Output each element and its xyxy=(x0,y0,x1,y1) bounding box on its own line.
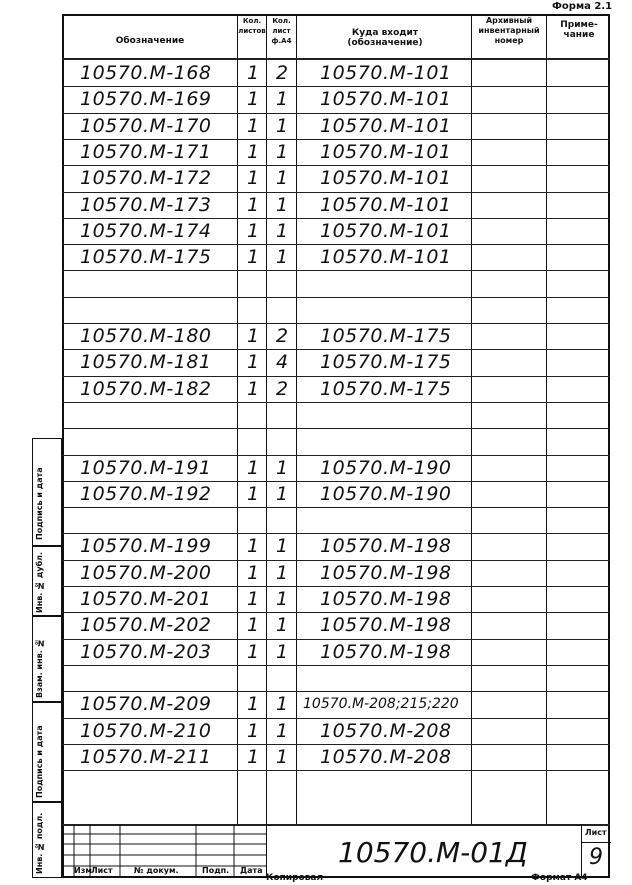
row-rule xyxy=(62,270,610,271)
row-designation: 10570.М-199 xyxy=(80,535,212,558)
row-designation: 10570.М-173 xyxy=(80,193,212,216)
header-rule xyxy=(62,58,610,60)
col-divider xyxy=(471,14,472,824)
row-designation: 10570.М-202 xyxy=(80,614,212,637)
row-where-used: 10570.М-101 xyxy=(320,219,452,242)
row-sheet-count-a4: 2 xyxy=(276,377,289,400)
side-label-inv-orig: Инв. № подл. xyxy=(35,812,44,874)
tb-col-sheet: Лист xyxy=(91,866,113,875)
row-sheet-count: 1 xyxy=(247,482,260,505)
row-sheet-count: 1 xyxy=(247,745,260,768)
row-sheet-count: 1 xyxy=(247,140,260,163)
row-where-used: 10570.М-198 xyxy=(320,535,452,558)
col-divider xyxy=(296,14,297,824)
row-rule xyxy=(62,244,610,245)
row-sheet-count-a4: 1 xyxy=(276,88,289,111)
sheet-box-rule xyxy=(582,842,611,843)
row-rule xyxy=(62,770,610,771)
row-designation: 10570.М-181 xyxy=(80,351,212,374)
row-where-used: 10570.М-208 xyxy=(320,745,452,768)
row-designation: 10570.М-210 xyxy=(80,719,212,742)
row-sheet-count: 1 xyxy=(247,640,260,663)
row-designation: 10570.М-200 xyxy=(80,561,212,584)
row-rule xyxy=(62,218,610,219)
row-sheet-count-a4: 1 xyxy=(276,482,289,505)
row-designation: 10570.М-191 xyxy=(80,456,212,479)
row-rule xyxy=(62,323,610,324)
copied-label: Копировал xyxy=(266,873,324,883)
side-label-replace-inv: Взам. инв. № xyxy=(35,638,44,698)
row-sheet-count: 1 xyxy=(247,377,260,400)
row-sheet-count-a4: 1 xyxy=(276,219,289,242)
row-rule xyxy=(62,192,610,193)
row-rule xyxy=(62,612,610,613)
row-sheet-count-a4: 1 xyxy=(276,745,289,768)
row-rule xyxy=(62,691,610,692)
row-rule xyxy=(62,455,610,456)
row-rule xyxy=(62,744,610,745)
row-sheet-count-a4: 1 xyxy=(276,693,289,716)
row-designation: 10570.М-172 xyxy=(80,167,212,190)
row-sheet-count-a4: 1 xyxy=(276,246,289,269)
row-rule xyxy=(62,376,610,377)
row-sheet-count-a4: 1 xyxy=(276,140,289,163)
row-sheet-count-a4: 1 xyxy=(276,561,289,584)
row-where-used: 10570.М-175 xyxy=(320,325,452,347)
row-where-used: 10570.М-190 xyxy=(320,456,452,479)
col-divider xyxy=(546,14,547,824)
title-block-right-divider xyxy=(266,824,267,878)
row-sheet-count: 1 xyxy=(247,219,260,242)
header-where-used: Куда входит (обозначение) xyxy=(347,28,423,48)
row-sheet-count: 1 xyxy=(247,561,260,584)
row-rule xyxy=(62,113,610,114)
header-designation: Обозначение xyxy=(115,36,185,46)
row-rule xyxy=(62,718,610,719)
row-designation: 10570.М-170 xyxy=(80,114,212,137)
row-where-used: 10570.М-101 xyxy=(320,246,452,269)
row-where-used: 10570.М-101 xyxy=(320,62,452,84)
row-designation: 10570.М-171 xyxy=(80,140,212,163)
header-sheet-count: Кол. листов xyxy=(238,17,266,35)
row-where-used: 10570.М-101 xyxy=(320,193,452,216)
row-sheet-count-a4: 1 xyxy=(276,640,289,663)
document-code: 10570.М-01Д xyxy=(338,836,528,869)
row-where-used: 10570.М-198 xyxy=(320,588,452,610)
row-sheet-count-a4: 4 xyxy=(276,351,289,374)
row-rule xyxy=(62,639,610,640)
tb-col-date: Дата xyxy=(240,866,263,875)
row-sheet-count: 1 xyxy=(247,693,260,716)
row-where-used: 10570.М-101 xyxy=(320,167,452,190)
row-designation: 10570.М-168 xyxy=(80,62,212,84)
row-sheet-count: 1 xyxy=(247,246,260,269)
row-sheet-count-a4: 1 xyxy=(276,614,289,637)
row-rule xyxy=(62,586,610,587)
row-where-used: 10570.М-175 xyxy=(320,377,452,400)
row-sheet-count: 1 xyxy=(247,614,260,637)
row-sheet-count-a4: 1 xyxy=(276,456,289,479)
row-designation: 10570.М-201 xyxy=(80,588,212,610)
row-sheet-count-a4: 2 xyxy=(276,325,289,347)
row-rule xyxy=(62,481,610,482)
side-label-inv-dup: Инв. № дубл. xyxy=(35,551,44,613)
row-sheet-count: 1 xyxy=(247,88,260,111)
tb-col-doc: № докум. xyxy=(134,866,179,875)
row-where-used: 10570.М-198 xyxy=(320,561,452,584)
row-sheet-count-a4: 1 xyxy=(276,588,289,610)
row-designation: 10570.М-192 xyxy=(80,482,212,505)
row-sheet-count: 1 xyxy=(247,62,260,84)
row-where-used: 10570.М-101 xyxy=(320,88,452,111)
row-designation: 10570.М-175 xyxy=(80,246,212,269)
row-rule xyxy=(62,349,610,350)
col-divider xyxy=(266,14,267,824)
row-where-used: 10570.М-208 xyxy=(320,719,452,742)
sheet-label: Лист xyxy=(585,828,607,837)
form-label: Форма 2.1 xyxy=(552,1,613,12)
col-divider xyxy=(237,14,238,824)
row-rule xyxy=(62,86,610,87)
header-sheet-count-a4: Кол. лист ф.А4 xyxy=(271,17,292,45)
row-designation: 10570.М-169 xyxy=(80,88,212,111)
row-where-used: 10570.М-208;215;220 xyxy=(303,696,459,713)
format-label: Формат А4 xyxy=(531,873,588,883)
row-rule xyxy=(62,139,610,140)
row-sheet-count-a4: 1 xyxy=(276,114,289,137)
row-sheet-count: 1 xyxy=(247,325,260,347)
row-sheet-count: 1 xyxy=(247,193,260,216)
row-designation: 10570.М-174 xyxy=(80,219,212,242)
row-rule xyxy=(62,402,610,403)
header-archive-no: Архивный инвентарный номер xyxy=(478,16,540,45)
row-sheet-count-a4: 1 xyxy=(276,167,289,190)
row-where-used: 10570.М-101 xyxy=(320,140,452,163)
side-label-sign-date-1: Подпись и дата xyxy=(35,467,44,540)
row-rule xyxy=(62,507,610,508)
row-designation: 10570.М-182 xyxy=(80,377,212,400)
row-rule xyxy=(62,533,610,534)
side-label-sign-date-2: Подпись и дата xyxy=(35,725,44,798)
row-rule xyxy=(62,665,610,666)
row-sheet-count-a4: 1 xyxy=(276,719,289,742)
row-sheet-count: 1 xyxy=(247,114,260,137)
row-rule xyxy=(62,165,610,166)
row-where-used: 10570.М-198 xyxy=(320,640,452,663)
sheet-number: 9 xyxy=(589,845,603,870)
row-sheet-count: 1 xyxy=(247,456,260,479)
row-where-used: 10570.М-190 xyxy=(320,482,452,505)
row-where-used: 10570.М-175 xyxy=(320,351,452,374)
row-sheet-count: 1 xyxy=(247,351,260,374)
row-where-used: 10570.М-198 xyxy=(320,614,452,637)
row-designation: 10570.М-209 xyxy=(80,693,212,716)
row-designation: 10570.М-211 xyxy=(80,745,212,768)
row-sheet-count: 1 xyxy=(247,719,260,742)
row-where-used: 10570.М-101 xyxy=(320,114,452,137)
tb-col-sign: Подп. xyxy=(202,866,230,875)
row-designation: 10570.М-203 xyxy=(80,640,212,663)
header-note: Приме- чание xyxy=(560,20,598,40)
row-rule xyxy=(62,560,610,561)
row-sheet-count-a4: 1 xyxy=(276,193,289,216)
row-sheet-count: 1 xyxy=(247,535,260,558)
row-rule xyxy=(62,297,610,298)
row-sheet-count-a4: 2 xyxy=(276,62,289,84)
row-designation: 10570.М-180 xyxy=(80,325,212,347)
row-sheet-count: 1 xyxy=(247,167,260,190)
tb-col-change: Изм xyxy=(74,866,92,875)
row-rule xyxy=(62,428,610,429)
row-sheet-count-a4: 1 xyxy=(276,535,289,558)
row-sheet-count: 1 xyxy=(247,588,260,610)
